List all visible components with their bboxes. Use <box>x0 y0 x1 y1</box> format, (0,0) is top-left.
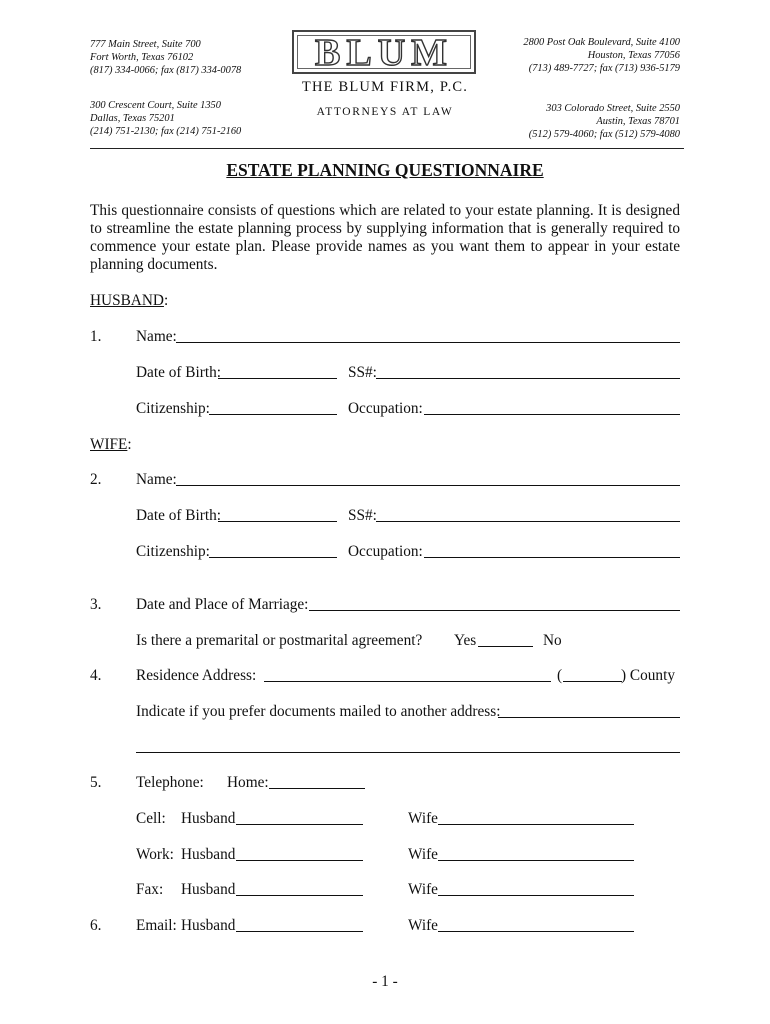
fax-husband-label: Husband <box>181 881 236 898</box>
dallas-address <box>90 99 241 138</box>
residence-field[interactable] <box>264 681 551 682</box>
address-line: (713) 489-7727; fax (713) 936-5179 <box>528 63 680 74</box>
item-number: 4. <box>90 667 102 684</box>
item-number: 5. <box>90 774 102 791</box>
husband-dob-label: Date of Birth: <box>136 364 221 381</box>
item-number: 1. <box>90 328 102 345</box>
logo-text: BLUM <box>315 32 453 74</box>
fax-husband-field[interactable] <box>236 895 363 896</box>
wife-dob-label: Date of Birth: <box>136 507 221 524</box>
firm-logo <box>292 30 476 74</box>
husband-heading <box>90 292 168 310</box>
work-label: Work: <box>136 846 174 863</box>
wife-occupation-label: Occupation: <box>348 543 423 560</box>
firm-name: THE BLUM FIRM, P.C. <box>301 79 469 95</box>
husband-citizenship-field[interactable] <box>209 414 337 415</box>
husband-name-field[interactable] <box>176 342 680 343</box>
fort-worth-address <box>90 38 241 77</box>
header-divider <box>90 148 684 149</box>
wife-heading-text: WIFE <box>90 436 128 453</box>
county-label: ) County <box>621 667 675 684</box>
home-phone-field[interactable] <box>269 788 365 789</box>
address-line: (817) 334-0066; fax (817) 334-0078 <box>90 65 242 76</box>
address-line: (214) 751-2130; fax (214) 751-2160 <box>90 126 242 137</box>
wife-heading <box>90 436 132 454</box>
address-line: 303 Colorado Street, Suite 2550 <box>546 103 680 114</box>
husband-ss-field[interactable] <box>376 378 680 379</box>
work-husband-label: Husband <box>181 846 236 863</box>
agreement-question: Is there a premarital or postmarital agreement? <box>136 632 423 649</box>
work-husband-field[interactable] <box>236 860 363 861</box>
cell-husband-field[interactable] <box>236 824 363 825</box>
wife-name-field[interactable] <box>176 485 680 486</box>
houston-address <box>523 36 680 75</box>
agreement-no-label: No <box>543 632 562 649</box>
page-number: - 1 - <box>372 973 398 990</box>
marriage-label: Date and Place of Marriage: <box>136 596 309 613</box>
item-number: 3. <box>90 596 102 613</box>
cell-wife-field[interactable] <box>438 824 634 825</box>
wife-ss-field[interactable] <box>376 521 680 522</box>
email-husband-field[interactable] <box>236 931 363 932</box>
county-field[interactable] <box>563 681 622 682</box>
intro-paragraph: This questionnaire consists of questions which are related to your estate planning. It is designed to streamline the estate planning process by supplying information that is generally required to commence your estate plan. Please provide names as you want them to appear in your estate planning documents. <box>90 202 680 273</box>
husband-dob-field[interactable] <box>218 378 337 379</box>
agreement-yes-field[interactable] <box>478 646 533 647</box>
mailing-address-field-2[interactable] <box>136 752 680 753</box>
address-line: 300 Crescent Court, Suite 1350 <box>90 100 221 111</box>
telephone-label: Telephone: <box>136 774 204 791</box>
email-wife-label: Wife <box>408 917 438 934</box>
wife-ss-label: SS#: <box>348 507 377 524</box>
item-number: 6. <box>90 917 102 934</box>
husband-ss-label: SS#: <box>348 364 377 381</box>
marriage-field[interactable] <box>309 610 680 611</box>
heading-colon: : <box>163 292 169 309</box>
home-phone-label: Home: <box>227 774 269 791</box>
residence-label: Residence Address: <box>136 667 257 684</box>
email-wife-field[interactable] <box>438 931 634 932</box>
wife-occupation-field[interactable] <box>424 557 680 558</box>
fax-wife-label: Wife <box>408 881 438 898</box>
address-line: Austin, Texas 78701 <box>596 116 680 127</box>
husband-heading-text: HUSBAND <box>90 292 164 309</box>
husband-occupation-field[interactable] <box>424 414 680 415</box>
email-label: Email: <box>136 917 177 934</box>
address-line: 2800 Post Oak Boulevard, Suite 4100 <box>523 37 680 48</box>
husband-occupation-label: Occupation: <box>348 400 423 417</box>
wife-citizenship-label: Citizenship: <box>136 543 210 560</box>
fax-label: Fax: <box>136 881 164 898</box>
address-line: Fort Worth, Texas 76102 <box>90 52 194 63</box>
work-wife-field[interactable] <box>438 860 634 861</box>
heading-colon: : <box>127 436 132 453</box>
wife-name-label: Name: <box>136 471 177 488</box>
work-wife-label: Wife <box>408 846 438 863</box>
email-husband-label: Husband <box>181 917 236 934</box>
agreement-yes-label: Yes <box>454 632 477 649</box>
cell-husband-label: Husband <box>181 810 236 827</box>
husband-name-label: Name: <box>136 328 177 345</box>
wife-citizenship-field[interactable] <box>209 557 337 558</box>
address-line: Dallas, Texas 75201 <box>90 113 175 124</box>
cell-label: Cell: <box>136 810 166 827</box>
page-title: ESTATE PLANNING QUESTIONNAIRE <box>226 160 544 180</box>
county-open-paren: ( <box>557 667 563 684</box>
mailing-address-label: Indicate if you prefer documents mailed to another address: <box>136 703 501 720</box>
address-line: (512) 579-4060; fax (512) 579-4080 <box>528 129 680 140</box>
wife-dob-field[interactable] <box>218 521 337 522</box>
firm-tagline: ATTORNEYS AT LAW <box>316 106 454 118</box>
item-number: 2. <box>90 471 102 488</box>
address-line: Houston, Texas 77056 <box>587 50 680 61</box>
cell-wife-label: Wife <box>408 810 438 827</box>
fax-wife-field[interactable] <box>438 895 634 896</box>
address-line: 777 Main Street, Suite 700 <box>90 39 201 50</box>
mailing-address-field[interactable] <box>498 717 680 718</box>
husband-citizenship-label: Citizenship: <box>136 400 210 417</box>
